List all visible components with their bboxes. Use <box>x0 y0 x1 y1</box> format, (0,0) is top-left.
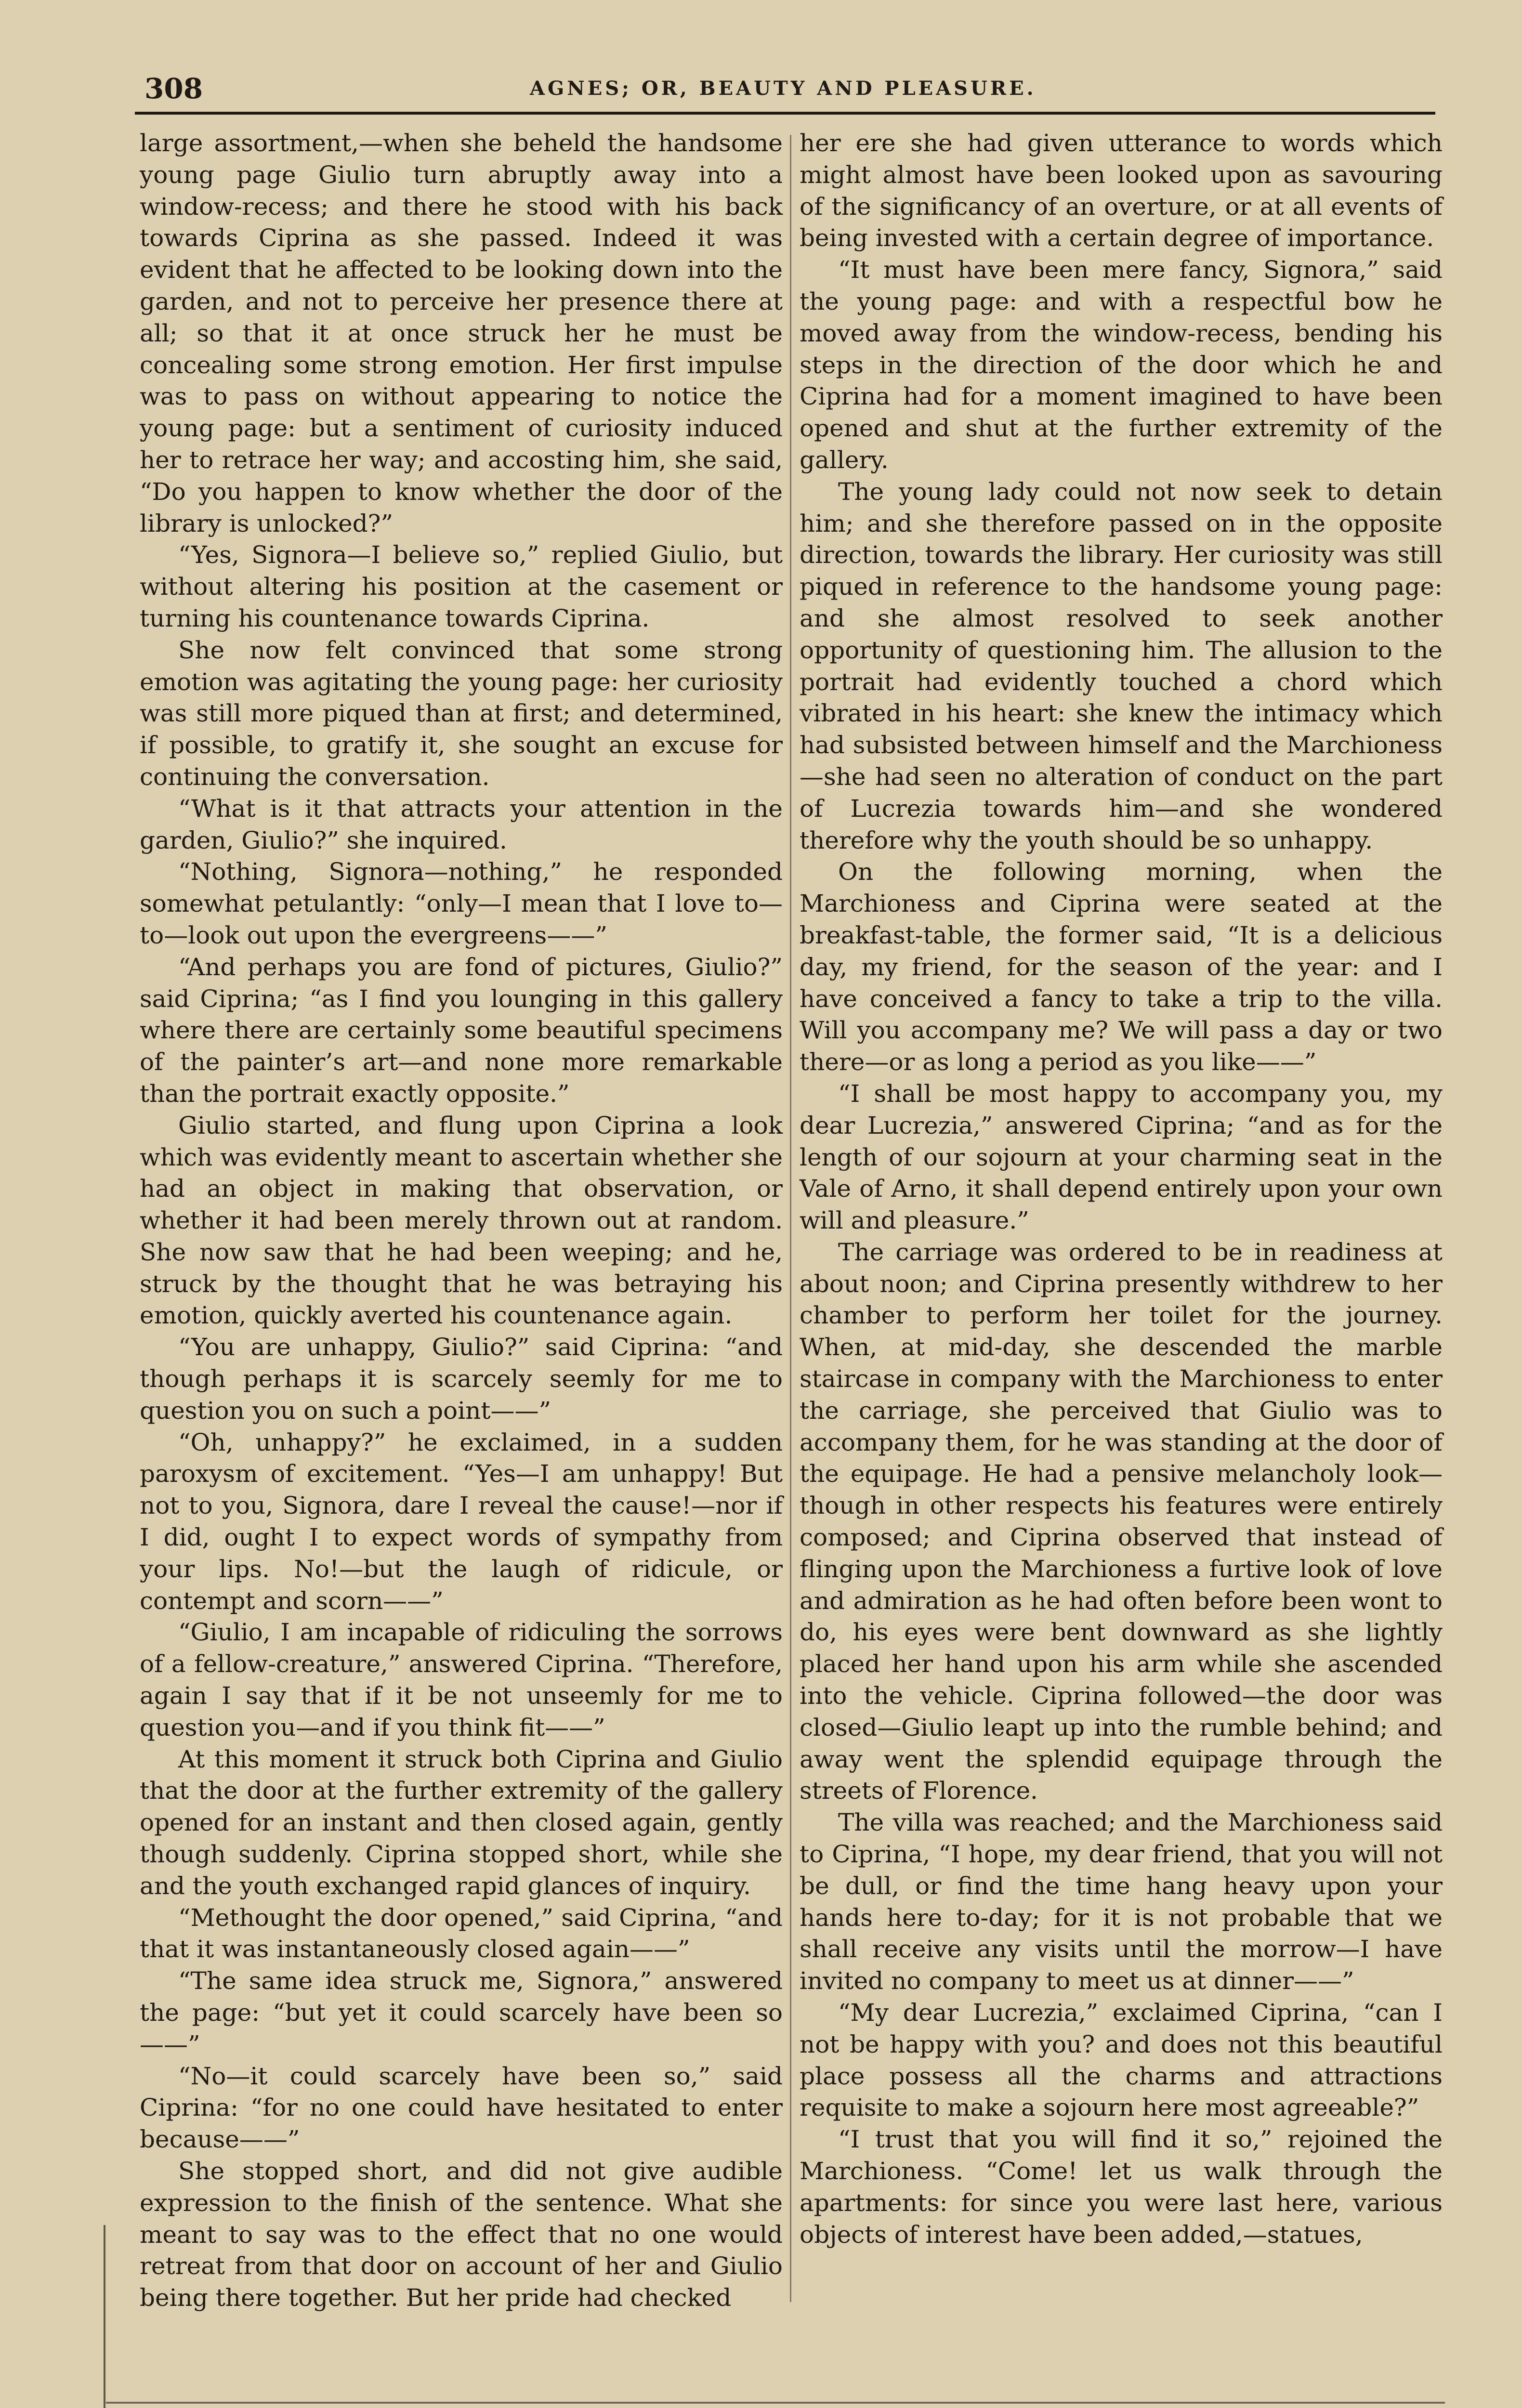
running-head: AGNES; OR, BEAUTY AND PLEASURE. <box>530 77 1037 100</box>
left-column <box>140 128 783 2312</box>
footer-rule <box>106 2402 1445 2404</box>
page-header <box>0 0 1522 120</box>
paragraph: “What is it that attracts your attention in the garden, Giulio?” she inquired. <box>140 794 783 854</box>
paragraph: “No—it could scarcely have been so,” said Ciprina: “for no one could have hesitated to enter because——” <box>140 2062 783 2154</box>
paragraph: The villa was reached; and the Marchioness said to Ciprina, “I hope, my dear friend, that you will not be dull, or find the time hang heavy upon your hands here to-day; for it is not probable that we shall receive any visits until the morrow—I have invited no company to meet us at dinner——” <box>800 1808 1443 1995</box>
paragraph: “Giulio, I am incapable of ridiculing the sorrows of a fellow-creature,” answered Ciprina. “Therefore, again I say that if it be not unseemly for me to question you—and if you think fit——” <box>140 1618 783 1741</box>
paragraph: “The same idea struck me, Signora,” answered the page: “but yet it could scarcely have been so——” <box>140 1967 783 2058</box>
paragraph: “I trust that you will find it so,” rejoined the Marchioness. “Come! let us walk through the apartments: for since you were last here, various objects of interest have been added,—statues, <box>800 2125 1443 2249</box>
paragraph: “My dear Lucrezia,” exclaimed Ciprina, “can I not be happy with you? and does not this beautiful place possess all the charms and attractions requisite to make a sojourn here most agreeable?” <box>800 1999 1443 2122</box>
column-divider <box>790 135 791 2302</box>
paragraph: “It must have been mere fancy, Signora,” said the young page: and with a respectful bow he moved away from the window-recess, bending his steps in the direction of the door which he and Ciprina had for a moment imagined to have been opened and shut at the further extremity of the gallery. <box>800 256 1443 474</box>
paragraph: “Nothing, Signora—nothing,” he responded somewhat petulantly: “only—I mean that I love to—to—look out upon the evergreens——” <box>140 858 783 949</box>
paragraph: “Yes, Signora—I believe so,” replied Giulio, but without altering his position at the casement or turning his countenance towards Ciprina. <box>140 541 783 632</box>
right-column <box>800 128 1443 2261</box>
paragraph: “Oh, unhappy?” he exclaimed, in a sudden paroxysm of excitement. “Yes—I am unhappy! But not to you, Signora, dare I reveal the cause!—nor if I did, ought I to expect words of sympathy from your lips. No!—but the laugh of ridicule, or contempt and scorn——” <box>140 1428 783 1615</box>
paragraph: “Methought the door opened,” said Ciprina, “and that it was instantaneously closed again——” <box>140 1903 783 1963</box>
page-number: 308 <box>144 72 203 105</box>
paragraph: The young lady could not now seek to detain him; and she therefore passed on in the opposite direction, towards the library. Her curiosity was still piqued in reference to the handsome young page: and she almost resolved to seek another opportunity of questioning him. The allusion to the portrait had evidently touched a chord which vibrated in his heart: she knew the intimacy which had subsisted between himself and the Marchioness—she had seen no alteration of conduct on the part of Lucrezia towards him—and she wondered therefore why the youth should be so unhappy. <box>800 477 1443 854</box>
paragraph: “And perhaps you are fond of pictures, Giulio?” said Ciprina; “as I find you lounging in this gallery where there are certainly some beautiful specimens of the painter’s art—and none more remarkable than the portrait exactly opposite.” <box>140 953 783 1108</box>
paragraph: large assortment,—when she beheld the handsome young page Giulio turn abruptly away into a window-recess; and there he stood with his back towards Ciprina as she passed. Indeed it was evident that he affected to be looking down into the garden, and not to perceive her presence there at all; so that it at once struck her he must be concealing some strong emotion. Her first impulse was to pass on without appearing to notice the young page: but a sentiment of curiosity induced her to retrace her way; and accosting him, she said, “Do you happen to know whether the door of the library is unlocked?” <box>140 129 783 537</box>
paragraph: She stopped short, and did not give audible expression to the finish of the sentence. What she meant to say was to the effect that no one would retreat from that door on account of her and Giulio being there together. But her pride had checked <box>140 2157 783 2312</box>
header-rule <box>135 112 1435 115</box>
margin-rule <box>104 2225 105 2408</box>
paragraph: “You are unhappy, Giulio?” said Ciprina: “and though perhaps it is scarcely seemly for me to question you on such a point——” <box>140 1333 783 1425</box>
paragraph: On the following morning, when the Marchioness and Ciprina were seated at the breakfast-table, the former said, “It is a delicious day, my friend, for the season of the year: and I have conceived a fancy to take a trip to the villa. Will you accompany me? We will pass a day or two there—or as long a period as you like——” <box>800 858 1443 1076</box>
paragraph: Giulio started, and flung upon Ciprina a look which was evidently meant to ascertain whether she had an object in making that observation, or whether it had been merely thrown out at random. She now saw that he had been weeping; and he, struck by the thought that he was betraying his emotion, quickly averted his countenance again. <box>140 1111 783 1330</box>
paragraph: At this moment it struck both Ciprina and Giulio that the door at the further extremity of the gallery opened for an instant and then closed again, gently though suddenly. Ciprina stopped short, while she and the youth exchanged rapid glances of inquiry. <box>140 1745 783 1900</box>
paragraph: her ere she had given utterance to words which might almost have been looked upon as savouring of the significancy of an overture, or at all events of being invested with a certain degree of importance. <box>800 129 1443 252</box>
paragraph: The carriage was ordered to be in readiness at about noon; and Ciprina presently withdrew to her chamber to perform her toilet for the journey. When, at mid-day, she descended the marble staircase in company with the Marchioness to enter the carriage, she perceived that Giulio was to accompany them, for he was standing at the door of the equipage. He had a pensive melancholy look—though in other respects his features were entirely composed; and Ciprina observed that instead of flinging upon the Marchioness a furtive look of love and admiration as he had often before been wont to do, his eyes were bent downward as she lightly placed her hand upon his arm while she ascended into the vehicle. Ciprina followed—the door was closed—Giulio leapt up into the rumble behind; and away went the splendid equipage through the streets of Florence. <box>800 1238 1443 1805</box>
paragraph: “I shall be most happy to accompany you, my dear Lucrezia,” answered Ciprina; “and as for the length of our sojourn at your charming seat in the Vale of Arno, it shall depend entirely upon your own will and pleasure.” <box>800 1079 1443 1235</box>
paragraph: She now felt convinced that some strong emotion was agitating the young page: her curiosity was still more piqued than at first; and determined, if possible, to gratify it, she sought an excuse for continuing the conversation. <box>140 636 783 791</box>
